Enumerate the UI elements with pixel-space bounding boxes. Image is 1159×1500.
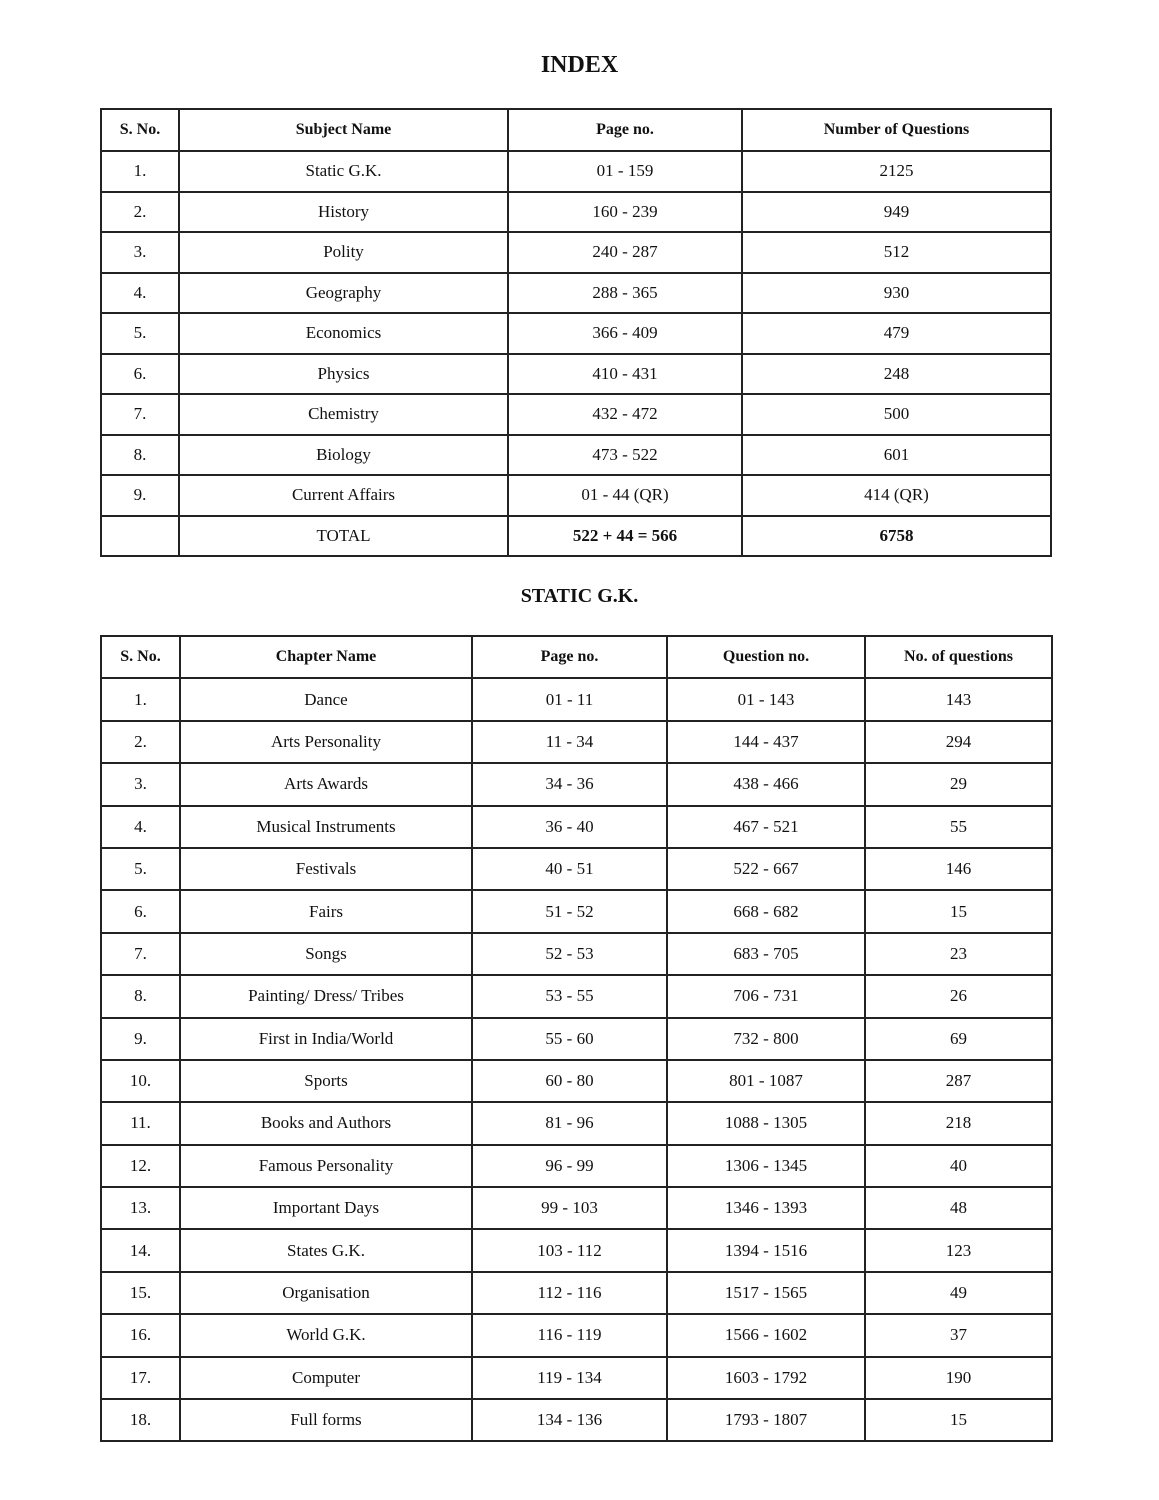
cell-question-count: 287 <box>865 1060 1052 1102</box>
cell-question-count: 15 <box>865 890 1052 932</box>
cell-serial: 8. <box>101 435 179 476</box>
cell-question-no: 1793 - 1807 <box>667 1399 865 1441</box>
cell-subject: Economics <box>179 313 508 354</box>
cell-chapter: Festivals <box>180 848 472 890</box>
cell-chapter: Books and Authors <box>180 1102 472 1144</box>
cell-chapter: Famous Personality <box>180 1145 472 1187</box>
cell-chapter: Fairs <box>180 890 472 932</box>
static-gk-table <box>100 635 1053 1442</box>
cell-question-no: 1088 - 1305 <box>667 1102 865 1144</box>
total-questions <box>742 516 1051 557</box>
cell-question-no: 1566 - 1602 <box>667 1314 865 1356</box>
cell-serial: 6. <box>101 890 180 932</box>
cell-subject: Chemistry <box>179 394 508 435</box>
table-row <box>101 763 1052 805</box>
table-row <box>101 232 1051 273</box>
cell-question-count: 40 <box>865 1145 1052 1187</box>
cell-question-count: 146 <box>865 848 1052 890</box>
table-row <box>101 1018 1052 1060</box>
table-row <box>101 1102 1052 1144</box>
cell-page: 112 - 116 <box>472 1272 667 1314</box>
table-row <box>101 151 1051 192</box>
header-chapter: Chapter Name <box>180 636 472 678</box>
cell-page: 81 - 96 <box>472 1102 667 1144</box>
cell-question-count: 37 <box>865 1314 1052 1356</box>
cell-question-count: 15 <box>865 1399 1052 1441</box>
cell-page: 51 - 52 <box>472 890 667 932</box>
cell-serial: 18. <box>101 1399 180 1441</box>
table-row <box>101 1399 1052 1441</box>
cell-question-no: 1306 - 1345 <box>667 1145 865 1187</box>
cell-questions: 479 <box>742 313 1051 354</box>
cell-question-count: 49 <box>865 1272 1052 1314</box>
cell-serial: 14. <box>101 1229 180 1271</box>
cell-serial: 9. <box>101 475 179 516</box>
cell-page: 160 - 239 <box>508 192 742 233</box>
cell-page: 366 - 409 <box>508 313 742 354</box>
cell-serial: 13. <box>101 1187 180 1229</box>
cell-question-no: 668 - 682 <box>667 890 865 932</box>
cell-page: 53 - 55 <box>472 975 667 1017</box>
header-question-count: No. of questions <box>865 636 1052 678</box>
cell-page: 60 - 80 <box>472 1060 667 1102</box>
cell-question-no: 522 - 667 <box>667 848 865 890</box>
cell-serial: 1. <box>101 678 180 720</box>
cell-question-count: 294 <box>865 721 1052 763</box>
table-row <box>101 192 1051 233</box>
total-page-text: 522 + 44 = 566 <box>572 525 678 545</box>
cell-question-no: 1603 - 1792 <box>667 1357 865 1399</box>
cell-subject: Biology <box>179 435 508 476</box>
cell-serial: 5. <box>101 313 179 354</box>
cell-question-no: 732 - 800 <box>667 1018 865 1060</box>
table-row <box>101 975 1052 1017</box>
cell-page: 40 - 51 <box>472 848 667 890</box>
table-row <box>101 435 1051 476</box>
cell-questions: 2125 <box>742 151 1051 192</box>
cell-page: 410 - 431 <box>508 354 742 395</box>
header-serial: S. No. <box>101 109 179 151</box>
table-row <box>101 313 1051 354</box>
header-question-no: Question no. <box>667 636 865 678</box>
cell-page: 01 - 11 <box>472 678 667 720</box>
cell-serial: 16. <box>101 1314 180 1356</box>
cell-serial: 6. <box>101 354 179 395</box>
cell-page: 473 - 522 <box>508 435 742 476</box>
cell-question-no: 1517 - 1565 <box>667 1272 865 1314</box>
cell-serial: 8. <box>101 975 180 1017</box>
cell-question-count: 23 <box>865 933 1052 975</box>
table-row <box>101 806 1052 848</box>
cell-chapter: Musical Instruments <box>180 806 472 848</box>
cell-question-count: 29 <box>865 763 1052 805</box>
cell-subject: Static G.K. <box>179 151 508 192</box>
cell-chapter: States G.K. <box>180 1229 472 1271</box>
table-row <box>101 1060 1052 1102</box>
cell-page: 34 - 36 <box>472 763 667 805</box>
cell-questions: 930 <box>742 273 1051 314</box>
cell-chapter: Organisation <box>180 1272 472 1314</box>
total-page <box>508 516 742 557</box>
cell-question-count: 48 <box>865 1187 1052 1229</box>
table-row <box>101 1145 1052 1187</box>
table-row <box>101 1272 1052 1314</box>
table-row <box>101 273 1051 314</box>
header-subject: Subject Name <box>179 109 508 151</box>
cell-serial: 2. <box>101 192 179 233</box>
cell-serial: 7. <box>101 933 180 975</box>
total-row <box>101 516 1051 557</box>
table-row <box>101 354 1051 395</box>
cell-serial: 10. <box>101 1060 180 1102</box>
cell-page: 119 - 134 <box>472 1357 667 1399</box>
cell-question-no: 467 - 521 <box>667 806 865 848</box>
cell-page: 288 - 365 <box>508 273 742 314</box>
cell-serial: 17. <box>101 1357 180 1399</box>
cell-serial: 5. <box>101 848 180 890</box>
total-questions-text: 6758 <box>879 525 914 545</box>
cell-chapter: Full forms <box>180 1399 472 1441</box>
cell-question-count: 190 <box>865 1357 1052 1399</box>
cell-page: 134 - 136 <box>472 1399 667 1441</box>
cell-chapter: Dance <box>180 678 472 720</box>
cell-question-no: 1394 - 1516 <box>667 1229 865 1271</box>
cell-questions: 512 <box>742 232 1051 273</box>
cell-page: 36 - 40 <box>472 806 667 848</box>
cell-chapter: Painting/ Dress/ Tribes <box>180 975 472 1017</box>
table-row <box>101 721 1052 763</box>
cell-chapter: First in India/World <box>180 1018 472 1060</box>
cell-chapter: Songs <box>180 933 472 975</box>
cell-serial: 9. <box>101 1018 180 1060</box>
cell-question-count: 55 <box>865 806 1052 848</box>
cell-serial: 1. <box>101 151 179 192</box>
cell-question-no: 801 - 1087 <box>667 1060 865 1102</box>
cell-serial: 3. <box>101 763 180 805</box>
cell-page: 01 - 44 (QR) <box>508 475 742 516</box>
cell-question-no: 01 - 143 <box>667 678 865 720</box>
cell-questions: 414 (QR) <box>742 475 1051 516</box>
cell-page: 103 - 112 <box>472 1229 667 1271</box>
total-subject: TOTAL <box>179 516 508 557</box>
cell-chapter: World G.K. <box>180 1314 472 1356</box>
cell-question-count: 218 <box>865 1102 1052 1144</box>
cell-chapter: Important Days <box>180 1187 472 1229</box>
cell-serial: 15. <box>101 1272 180 1314</box>
cell-serial: 2. <box>101 721 180 763</box>
cell-page: 240 - 287 <box>508 232 742 273</box>
cell-subject: Physics <box>179 354 508 395</box>
index-table <box>100 108 1052 557</box>
cell-questions: 500 <box>742 394 1051 435</box>
static-gk-title: STATIC G.K. <box>520 585 639 607</box>
table-row <box>101 848 1052 890</box>
cell-question-count: 123 <box>865 1229 1052 1271</box>
cell-serial: 4. <box>101 273 179 314</box>
header-page: Page no. <box>508 109 742 151</box>
table-row <box>101 394 1051 435</box>
cell-question-count: 69 <box>865 1018 1052 1060</box>
header-row <box>101 636 1052 678</box>
table-row <box>101 890 1052 932</box>
cell-question-count: 26 <box>865 975 1052 1017</box>
table-row <box>101 1229 1052 1271</box>
cell-page: 52 - 53 <box>472 933 667 975</box>
cell-chapter: Sports <box>180 1060 472 1102</box>
cell-chapter: Arts Personality <box>180 721 472 763</box>
header-row <box>101 109 1051 151</box>
cell-page: 11 - 34 <box>472 721 667 763</box>
cell-serial: 3. <box>101 232 179 273</box>
cell-question-no: 706 - 731 <box>667 975 865 1017</box>
cell-page: 116 - 119 <box>472 1314 667 1356</box>
cell-subject: Current Affairs <box>179 475 508 516</box>
total-serial <box>101 516 179 557</box>
cell-questions: 601 <box>742 435 1051 476</box>
cell-question-no: 144 - 437 <box>667 721 865 763</box>
header-questions: Number of Questions <box>742 109 1051 151</box>
cell-chapter: Computer <box>180 1357 472 1399</box>
cell-serial: 12. <box>101 1145 180 1187</box>
cell-questions: 248 <box>742 354 1051 395</box>
cell-question-no: 683 - 705 <box>667 933 865 975</box>
cell-questions: 949 <box>742 192 1051 233</box>
cell-serial: 4. <box>101 806 180 848</box>
table-row <box>101 1357 1052 1399</box>
table-row <box>101 933 1052 975</box>
cell-question-no: 1346 - 1393 <box>667 1187 865 1229</box>
cell-page: 99 - 103 <box>472 1187 667 1229</box>
cell-subject: History <box>179 192 508 233</box>
cell-page: 432 - 472 <box>508 394 742 435</box>
cell-subject: Polity <box>179 232 508 273</box>
table-row <box>101 1187 1052 1229</box>
table-row <box>101 678 1052 720</box>
cell-page: 01 - 159 <box>508 151 742 192</box>
cell-page: 55 - 60 <box>472 1018 667 1060</box>
cell-subject: Geography <box>179 273 508 314</box>
cell-question-no: 438 - 466 <box>667 763 865 805</box>
cell-serial: 7. <box>101 394 179 435</box>
cell-question-count: 143 <box>865 678 1052 720</box>
header-serial: S. No. <box>101 636 180 678</box>
table-row <box>101 1314 1052 1356</box>
cell-chapter: Arts Awards <box>180 763 472 805</box>
cell-serial: 11. <box>101 1102 180 1144</box>
table-row <box>101 475 1051 516</box>
cell-page: 96 - 99 <box>472 1145 667 1187</box>
index-title: INDEX <box>540 52 619 78</box>
header-page: Page no. <box>472 636 667 678</box>
